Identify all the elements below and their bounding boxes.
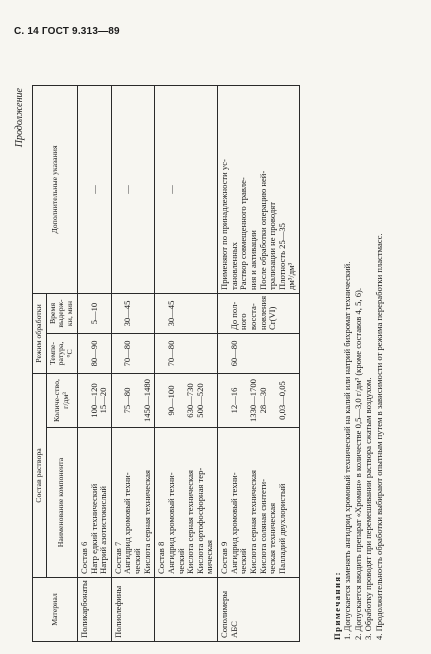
- temperature-cell: 60—80: [218, 334, 300, 374]
- extra-line: ния и активации: [247, 230, 258, 290]
- header-quantity: Количе-ство, г/дм³: [46, 374, 77, 428]
- header-solution-group: Состав раствора: [33, 374, 47, 578]
- time-cell: До пол-ного восста-новления Cr(VI): [218, 294, 300, 334]
- component-line: ческий: [175, 548, 186, 574]
- component-line: Кислота соляная синтети-: [257, 479, 268, 574]
- time-cell: 30—45: [155, 294, 218, 334]
- table-row: [155, 86, 218, 642]
- component-line: Кислота серная техническая: [141, 470, 152, 574]
- time-cell: 5—10: [77, 294, 111, 334]
- material-cell: Сополимеры АБС: [218, 578, 300, 642]
- header-temperature: Темпе-ратура, °С: [46, 334, 77, 374]
- component-line: Ангидрид хромовый техни-: [122, 472, 133, 574]
- quantity-line: 630—730: [185, 383, 196, 418]
- quantity-line: 1450—1480: [141, 379, 152, 422]
- component-line: Натрий азотистокислый: [98, 485, 109, 574]
- header-mode-group: Режим обработки: [33, 294, 47, 374]
- header-component-name: Наименование компонента: [46, 428, 77, 578]
- quantity-cell: [218, 374, 300, 428]
- components-cell: [218, 428, 300, 578]
- notes-section: [332, 88, 384, 640]
- extra-cell: —: [155, 86, 218, 294]
- composition-table: [32, 85, 300, 642]
- rotated-table-block: [14, 84, 404, 644]
- table-row: [77, 86, 111, 642]
- note-item: 3. Обработку проводят при перемешивании раствора сжатым воздухом.: [363, 377, 374, 640]
- component-line: Ангидрид хромовый техни-: [228, 472, 239, 574]
- quantity-line: 75—80: [122, 387, 133, 414]
- component-line: мическая: [204, 539, 215, 574]
- time-cell: 30—45: [111, 294, 155, 334]
- quantity-line: 100—120: [88, 383, 99, 418]
- quantity-line: 90—100: [165, 385, 176, 416]
- table-row: [218, 86, 300, 642]
- component-line: Кислота серная техническая: [247, 470, 258, 574]
- notes-title: Примечания:: [332, 571, 342, 640]
- component-line: Кислота серная техническая: [185, 470, 196, 574]
- header-time: Время выдерж-ки, мин: [46, 294, 77, 334]
- note-item: 1. Допускается заменять ангидрид хромовый технический на калий или натрий бихромат технический.: [342, 261, 353, 640]
- component-line: Состав 7: [112, 541, 123, 574]
- quantity-cell: [155, 374, 218, 428]
- component-line: Кислота ортофосфорная тер-: [194, 467, 205, 574]
- extra-cell: [218, 86, 300, 294]
- temperature-cell: 70—80: [111, 334, 155, 374]
- component-line: Натр едкий технический: [88, 483, 99, 574]
- quantity-line: 15—20: [98, 387, 109, 414]
- extra-line: Применяют по принадлежности ус-: [219, 159, 229, 290]
- quantity-cell: [111, 374, 155, 428]
- temperature-cell: 70—80: [155, 334, 218, 374]
- component-line: ческий: [238, 548, 249, 574]
- component-line: Состав 8: [156, 541, 167, 574]
- quantity-line: 1330—1700: [247, 379, 258, 422]
- quantity-cell: [77, 374, 111, 428]
- continued-label: Продолжение: [14, 88, 25, 148]
- quantity-line: 12—16: [228, 387, 239, 414]
- note-item: 4. Продолжительность обработки выбирают опытным путем в зависимости от режима переработки пластмасс.: [373, 233, 384, 640]
- component-line: ческая техническая: [267, 502, 278, 574]
- extra-cell: —: [111, 86, 155, 294]
- extra-line: тановленных: [228, 242, 239, 290]
- temperature-cell: 80—90: [77, 334, 111, 374]
- quantity-line: 28—30: [257, 387, 268, 414]
- extra-line: дм³/дм³: [286, 262, 297, 290]
- extra-cell: —: [77, 86, 111, 294]
- header-extra: Дополнительные указания: [33, 86, 78, 294]
- quantity-line: 500—520: [194, 383, 205, 418]
- material-cell: Полиолефины: [111, 578, 155, 642]
- extra-line: Плотность 25—35: [276, 223, 287, 290]
- component-line: Ангидрид хромовый техни-: [165, 472, 176, 574]
- component-line: Состав 9: [219, 541, 229, 574]
- component-line: Палладий двухлористый: [276, 483, 287, 574]
- header-material: Материал: [33, 578, 78, 642]
- material-cell: Поликарбонаты: [77, 578, 111, 642]
- components-cell: [77, 428, 111, 578]
- component-line: Состав 6: [78, 541, 89, 574]
- components-cell: [155, 428, 218, 578]
- extra-line: Раствор совмещенного травле-: [238, 177, 249, 290]
- extra-line: После обработки операцию ней-: [257, 170, 268, 290]
- page-header: С. 14 ГОСТ 9.313—89: [14, 26, 120, 37]
- note-item: 2. Допускается вводить препарат «Хромин» в количестве 0,5—3,0 г/дм³ (кроме составов 4, 5, 6).: [352, 287, 363, 640]
- components-cell: [111, 428, 155, 578]
- table-row: [111, 86, 155, 642]
- quantity-line: 0,03—0,05: [276, 381, 287, 420]
- extra-line: трализации не проводят: [267, 202, 278, 290]
- component-line: ческий: [132, 548, 142, 574]
- material-cell: [155, 578, 218, 642]
